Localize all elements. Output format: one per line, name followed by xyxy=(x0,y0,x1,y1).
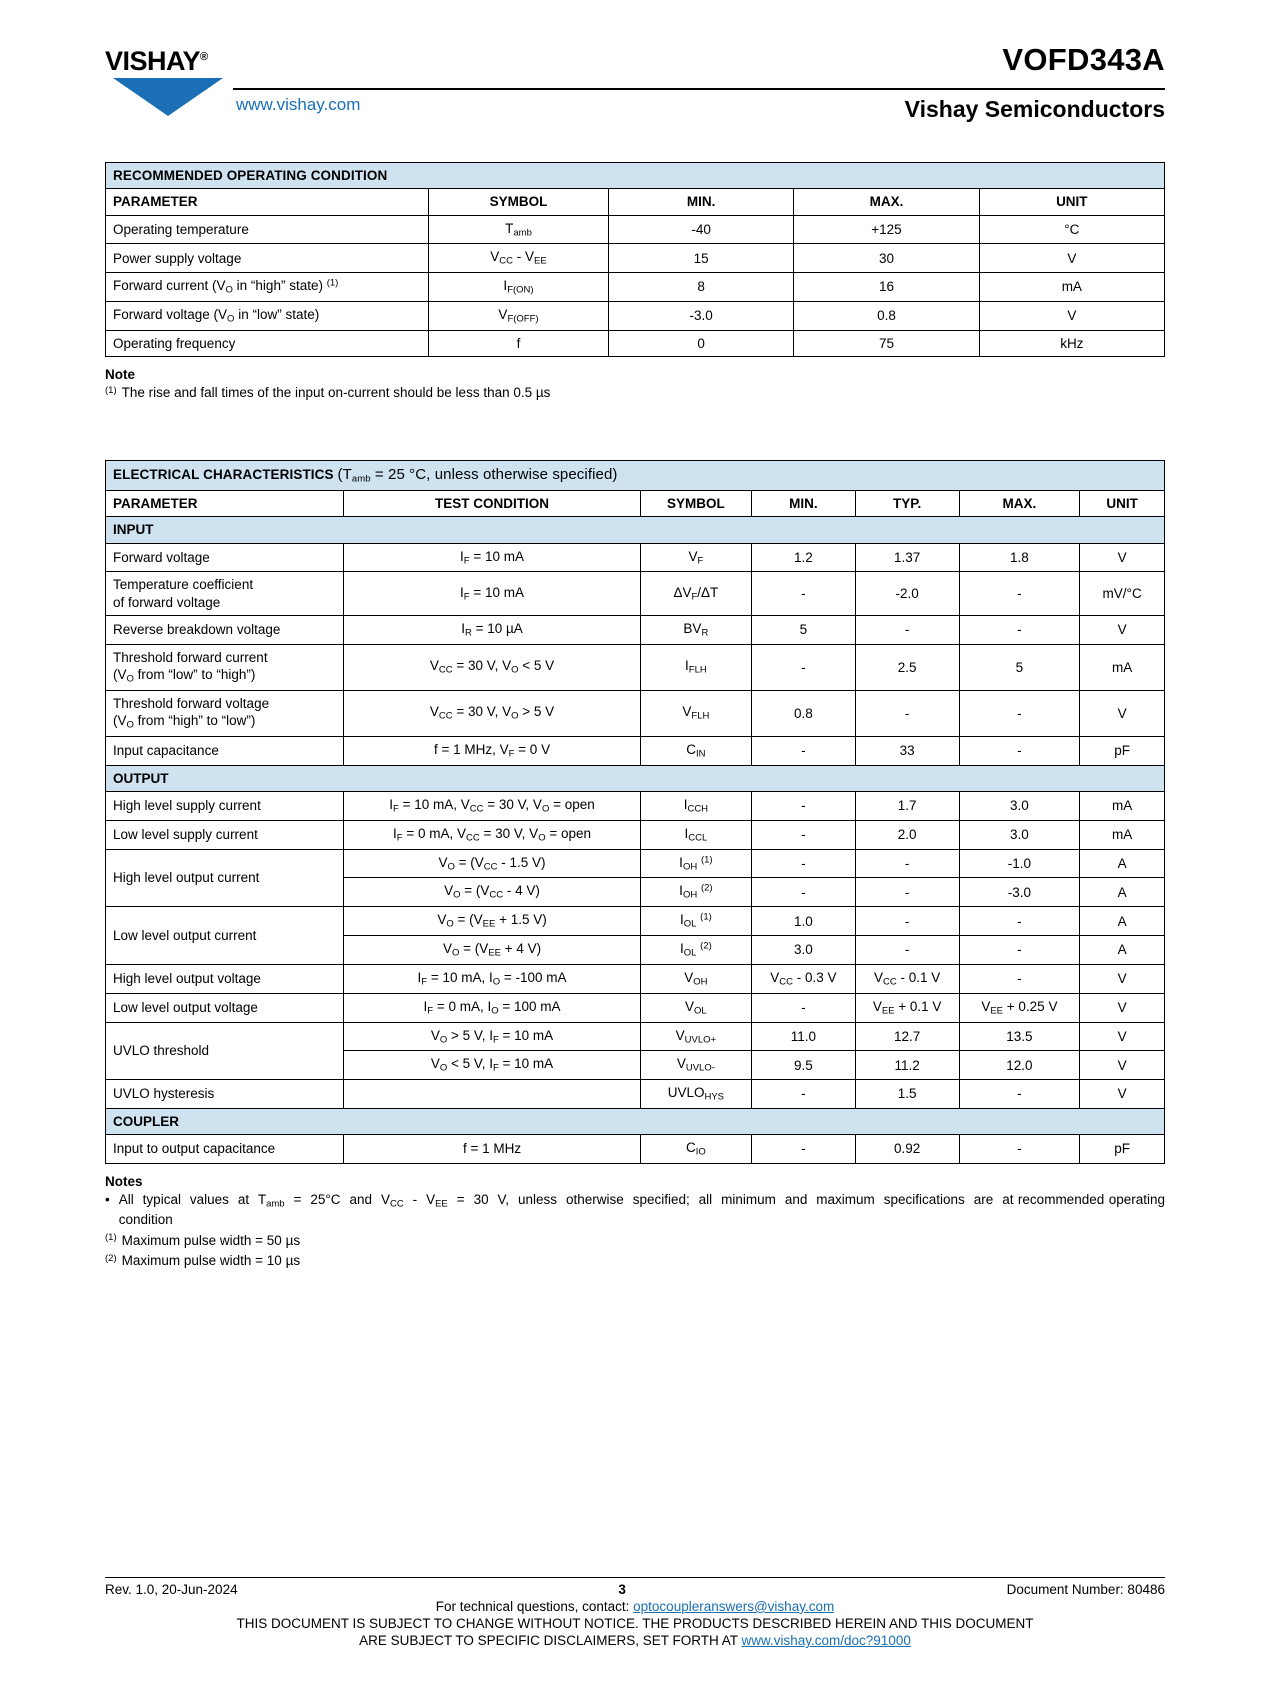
cell-unit: V xyxy=(1080,964,1165,993)
table-header-row xyxy=(106,491,1165,517)
cell-test-condition: $I_F = 10$ mA xyxy=(344,543,641,572)
cell-symbol: $I_{FLH}$ xyxy=(640,644,751,690)
cell-test-condition: f = 1 MHz, $V_F = 0$ V xyxy=(344,736,641,765)
cell-typ: - xyxy=(855,907,959,936)
cell-unit: mA xyxy=(1080,820,1165,849)
cell-typ: 0.92 xyxy=(855,1135,959,1164)
cell-typ: - xyxy=(855,849,959,878)
ec-note-2 xyxy=(105,1252,1165,1270)
cell-symbol: f xyxy=(429,330,609,356)
cell-test-condition: $V_O = (V_{CC} - 4$ V) xyxy=(344,878,641,907)
ec-notes-header: Notes xyxy=(105,1174,143,1190)
cell-unit: mA xyxy=(1080,792,1165,821)
cell-max: 30 xyxy=(794,244,979,273)
cell-parameter: Operating temperature xyxy=(106,215,429,244)
cell-min: - xyxy=(751,644,855,690)
col-symbol: SYMBOL xyxy=(640,491,751,517)
cell-symbol: $V_{F(OFF)}$ xyxy=(429,301,609,330)
cell-typ: 33 xyxy=(855,736,959,765)
footer-top-row xyxy=(105,1582,1165,1597)
cell-symbol: $V_{OH}$ xyxy=(640,964,751,993)
cell-max: - xyxy=(959,615,1080,644)
cell-parameter: Power supply voltage xyxy=(106,244,429,273)
cell-unit: V xyxy=(1080,1022,1165,1051)
cell-min: - xyxy=(751,878,855,907)
table-row xyxy=(106,1080,1165,1109)
note-text: All typical values at $T_{amb} = 25^\circ C$ and $V_{CC} - V_{EE} = 30$ V, unless otherwise specified; all minimum and maximum specifications are at recommended operating condition xyxy=(118,1192,1165,1228)
cell-max: 75 xyxy=(794,330,979,356)
cell-symbol: $I_{F(ON)}$ xyxy=(429,273,609,302)
contact-email-link[interactable]: optocoupleranswers@vishay.com xyxy=(633,1598,835,1614)
table-row xyxy=(106,615,1165,644)
table-row xyxy=(106,330,1165,356)
cell-symbol: $V_F$ xyxy=(640,543,751,572)
cell-test-condition: $I_F = 0$ mA, $V_{CC} = 30$ V, $V_O$ = open xyxy=(344,820,641,849)
col-parameter: PARAMETER xyxy=(106,189,429,215)
disclaimer-line-2-prefix: ARE SUBJECT TO SPECIFIC DISCLAIMERS, SET FORTH AT xyxy=(359,1633,738,1649)
cell-symbol: $V_{UVLO+}$ xyxy=(640,1022,751,1051)
cell-min: 0.8 xyxy=(751,690,855,736)
cell-max: - xyxy=(959,907,1080,936)
recommended-operating-condition-block xyxy=(105,162,1165,402)
contact-prefix: For technical questions, contact: xyxy=(435,1598,630,1614)
cell-symbol: $V_{OL}$ xyxy=(640,993,751,1022)
cell-typ: 11.2 xyxy=(855,1051,959,1080)
cell-parameter: Operating frequency xyxy=(106,330,429,356)
roc-note-header: Note xyxy=(105,367,135,383)
disclaimer-link[interactable]: www.vishay.com/doc?91000 xyxy=(741,1633,911,1649)
cell-max: -3.0 xyxy=(959,878,1080,907)
page-header xyxy=(105,42,1165,162)
cell-typ: $V_{EE} + 0.1$ V xyxy=(855,993,959,1022)
cell-unit: V xyxy=(1080,543,1165,572)
cell-symbol: $\Delta V_F/\Delta T$ xyxy=(640,572,751,616)
col-unit: UNIT xyxy=(1080,491,1165,517)
cell-symbol: $I_{OH}$ $^{(1)}$ xyxy=(640,849,751,878)
col-unit: UNIT xyxy=(979,189,1164,215)
note-marker: (1) xyxy=(105,384,117,396)
table-row xyxy=(106,644,1165,690)
cell-symbol: $BV_R$ xyxy=(640,615,751,644)
cell-typ: 2.0 xyxy=(855,820,959,849)
table-header-row xyxy=(106,189,1165,215)
ec-title-bold: ELECTRICAL CHARACTERISTICS xyxy=(113,467,334,483)
table-row xyxy=(106,1022,1165,1051)
cell-parameter: Low level output voltage xyxy=(106,993,344,1022)
page-number: 3 xyxy=(618,1581,626,1597)
cell-test-condition: $V_{CC} = 30$ V, $V_O < 5$ V xyxy=(344,644,641,690)
note-text: The rise and fall times of the input on-current should be less than 0.5 µs xyxy=(121,385,551,401)
col-max: MAX. xyxy=(959,491,1080,517)
cell-test-condition: $V_O = (V_{EE} + 1.5$ V) xyxy=(344,907,641,936)
cell-unit: V xyxy=(1080,1051,1165,1080)
cell-typ: 1.7 xyxy=(855,792,959,821)
cell-typ: - xyxy=(855,878,959,907)
cell-max: +125 xyxy=(794,215,979,244)
cell-typ: 1.5 xyxy=(855,1080,959,1109)
cell-parameter: Threshold forward current ($V_O$ from “low” to “high”) xyxy=(106,644,344,690)
cell-max: -1.0 xyxy=(959,849,1080,878)
electrical-characteristics-block xyxy=(105,460,1165,1270)
table-row xyxy=(106,690,1165,736)
cell-typ: 1.37 xyxy=(855,543,959,572)
cell-typ: - xyxy=(855,615,959,644)
cell-test-condition: $I_R = 10$ µA xyxy=(344,615,641,644)
table-row xyxy=(106,907,1165,936)
table-row xyxy=(106,736,1165,765)
cell-max: - xyxy=(959,936,1080,965)
cell-parameter: UVLO hysteresis xyxy=(106,1080,344,1109)
table-row xyxy=(106,572,1165,616)
cell-unit: kHz xyxy=(979,330,1164,356)
cell-test-condition: $V_O < 5$ V, $I_F = 10$ mA xyxy=(344,1051,641,1080)
cell-max: 1.8 xyxy=(959,543,1080,572)
table-row xyxy=(106,301,1165,330)
cell-max: 5 xyxy=(959,644,1080,690)
cell-unit: V xyxy=(979,244,1164,273)
table-row xyxy=(106,849,1165,878)
logo-wordmark xyxy=(105,42,235,76)
cell-max: 13.5 xyxy=(959,1022,1080,1051)
part-number: VOFD343A xyxy=(1002,42,1165,77)
cell-test-condition: $V_O = (V_{EE} + 4$ V) xyxy=(344,936,641,965)
cell-unit: A xyxy=(1080,936,1165,965)
cell-min: 9.5 xyxy=(751,1051,855,1080)
section-row-coupler xyxy=(106,1108,1165,1134)
cell-parameter: Forward voltage xyxy=(106,543,344,572)
cell-min: 5 xyxy=(751,615,855,644)
footer-disclaimer xyxy=(105,1615,1165,1650)
cell-test-condition: f = 1 MHz xyxy=(344,1135,641,1164)
cell-min: - xyxy=(751,792,855,821)
cell-parameter: Forward voltage ($V_O$ in “low” state) xyxy=(106,301,429,330)
cell-unit: mA xyxy=(1080,644,1165,690)
vishay-website-link[interactable]: www.vishay.com xyxy=(236,95,361,114)
cell-test-condition: $V_O > 5$ V, $I_F = 10$ mA xyxy=(344,1022,641,1051)
bullet-icon: • xyxy=(105,1192,110,1208)
cell-typ: - xyxy=(855,936,959,965)
col-test-condition: TEST CONDITION xyxy=(344,491,641,517)
cell-max: 3.0 xyxy=(959,820,1080,849)
datasheet-page xyxy=(0,42,1275,1692)
cell-min: 15 xyxy=(609,244,794,273)
cell-parameter: Reverse breakdown voltage xyxy=(106,615,344,644)
cell-parameter: High level output current xyxy=(106,849,344,907)
cell-min: 1.0 xyxy=(751,907,855,936)
cell-parameter: Threshold forward voltage ($V_O$ from “high” to “low”) xyxy=(106,690,344,736)
table-row xyxy=(106,792,1165,821)
cell-min: - xyxy=(751,572,855,616)
note-text: Maximum pulse width = 50 µs xyxy=(121,1232,301,1248)
table-row xyxy=(106,543,1165,572)
cell-unit: V xyxy=(1080,993,1165,1022)
cell-symbol: $I_{OL}$ $^{(2)}$ xyxy=(640,936,751,965)
recommended-operating-condition-table xyxy=(105,162,1165,357)
cell-symbol: $C_{IN}$ xyxy=(640,736,751,765)
table-title-row xyxy=(106,163,1165,189)
cell-max: - xyxy=(959,572,1080,616)
col-parameter: PARAMETER xyxy=(106,491,344,517)
ec-title-rest: ($T_{amb} = 25$ °C, unless otherwise specified) xyxy=(337,466,618,485)
cell-unit: pF xyxy=(1080,736,1165,765)
col-min: MIN. xyxy=(609,189,794,215)
ec-title xyxy=(106,461,1165,491)
table-row xyxy=(106,820,1165,849)
section-label-input: INPUT xyxy=(106,517,1165,543)
cell-max: $V_{EE} + 0.25$ V xyxy=(959,993,1080,1022)
cell-min: - xyxy=(751,993,855,1022)
cell-min: - xyxy=(751,736,855,765)
cell-typ: $V_{CC} - 0.1$ V xyxy=(855,964,959,993)
cell-parameter: UVLO threshold xyxy=(106,1022,344,1080)
col-typ: TYP. xyxy=(855,491,959,517)
table-row xyxy=(106,964,1165,993)
cell-test-condition: $I_F = 10$ mA, $V_{CC} = 30$ V, $V_O$ = open xyxy=(344,792,641,821)
cell-typ: - xyxy=(855,690,959,736)
cell-symbol: $I_{CCH}$ xyxy=(640,792,751,821)
logo-text: VISHAY xyxy=(105,46,201,76)
cell-unit: mV/°C xyxy=(1080,572,1165,616)
document-number: Document Number: 80486 xyxy=(1006,1581,1165,1597)
cell-parameter: Forward current ($V_O$ in “high” state) $^{(1)}$ xyxy=(106,273,429,302)
table-row xyxy=(106,244,1165,273)
cell-symbol: $I_{OL}$ $^{(1)}$ xyxy=(640,907,751,936)
cell-parameter: Input to output capacitance xyxy=(106,1135,344,1164)
cell-unit: V xyxy=(1080,690,1165,736)
logo-triangle-icon xyxy=(113,78,223,116)
cell-parameter: Low level output current xyxy=(106,907,344,965)
cell-unit: V xyxy=(1080,615,1165,644)
cell-min: - xyxy=(751,1080,855,1109)
section-row-input xyxy=(106,517,1165,543)
cell-parameter: Temperature coefficient of forward voltage xyxy=(106,572,344,616)
cell-symbol: $I_{OH}$ $^{(2)}$ xyxy=(640,878,751,907)
cell-min: $V_{CC} - 0.3$ V xyxy=(751,964,855,993)
table-row xyxy=(106,273,1165,302)
cell-parameter: High level supply current xyxy=(106,792,344,821)
cell-symbol: $V_{UVLO-}$ xyxy=(640,1051,751,1080)
cell-parameter: High level output voltage xyxy=(106,964,344,993)
table-row xyxy=(106,215,1165,244)
footer-divider xyxy=(105,1577,1165,1578)
cell-max: 12.0 xyxy=(959,1051,1080,1080)
cell-max: - xyxy=(959,1080,1080,1109)
cell-max: 0.8 xyxy=(794,301,979,330)
section-label-output: OUTPUT xyxy=(106,765,1165,791)
cell-min: 3.0 xyxy=(751,936,855,965)
cell-min: - xyxy=(751,849,855,878)
registered-mark: ® xyxy=(200,51,208,63)
cell-parameter: Low level supply current xyxy=(106,820,344,849)
note-marker: (2) xyxy=(105,1252,117,1264)
cell-test-condition: $I_F = 10$ mA, $I_O = -100$ mA xyxy=(344,964,641,993)
cell-typ: 12.7 xyxy=(855,1022,959,1051)
cell-min: 8 xyxy=(609,273,794,302)
cell-test-condition: $I_F = 10$ mA xyxy=(344,572,641,616)
col-max: MAX. xyxy=(794,189,979,215)
vishay-logo xyxy=(105,42,235,114)
cell-min: -40 xyxy=(609,215,794,244)
roc-title: RECOMMENDED OPERATING CONDITION xyxy=(106,163,1165,189)
cell-symbol: $V_{CC} - V_{EE}$ xyxy=(429,244,609,273)
cell-unit: mA xyxy=(979,273,1164,302)
cell-unit: A xyxy=(1080,849,1165,878)
cell-typ: 2.5 xyxy=(855,644,959,690)
table-row xyxy=(106,993,1165,1022)
cell-max: - xyxy=(959,736,1080,765)
cell-test-condition: $I_F = 0$ mA, $I_O = 100$ mA xyxy=(344,993,641,1022)
section-row-output xyxy=(106,765,1165,791)
electrical-characteristics-table xyxy=(105,460,1165,1164)
disclaimer-line-1: THIS DOCUMENT IS SUBJECT TO CHANGE WITHOUT NOTICE. THE PRODUCTS DESCRIBED HEREIN AND THIS DOCUMENT xyxy=(236,1615,1034,1631)
cell-min: -3.0 xyxy=(609,301,794,330)
cell-min: - xyxy=(751,1135,855,1164)
ec-note-bullet xyxy=(105,1191,1165,1230)
cell-symbol: $UVLO_{HYS}$ xyxy=(640,1080,751,1109)
cell-max: - xyxy=(959,690,1080,736)
table-title-row xyxy=(106,461,1165,491)
section-label-coupler: COUPLER xyxy=(106,1108,1165,1134)
cell-max: - xyxy=(959,1135,1080,1164)
cell-symbol: $I_{CCL}$ xyxy=(640,820,751,849)
table-row xyxy=(106,1135,1165,1164)
cell-symbol: $T_{amb}$ xyxy=(429,215,609,244)
cell-unit: A xyxy=(1080,907,1165,936)
col-symbol: SYMBOL xyxy=(429,189,609,215)
col-min: MIN. xyxy=(751,491,855,517)
header-divider xyxy=(233,88,1165,90)
cell-max: - xyxy=(959,964,1080,993)
cell-unit: V xyxy=(979,301,1164,330)
cell-typ: -2.0 xyxy=(855,572,959,616)
division-name: Vishay Semiconductors xyxy=(904,96,1165,122)
footer-contact xyxy=(105,1599,1165,1614)
page-footer xyxy=(105,1577,1165,1650)
cell-min: 1.2 xyxy=(751,543,855,572)
note-text: Maximum pulse width = 10 µs xyxy=(121,1252,301,1268)
cell-min: 11.0 xyxy=(751,1022,855,1051)
cell-test-condition: $V_O = (V_{CC} - 1.5$ V) xyxy=(344,849,641,878)
cell-symbol: $C_{IO}$ xyxy=(640,1135,751,1164)
cell-test-condition: $V_{CC} = 30$ V, $V_O > 5$ V xyxy=(344,690,641,736)
roc-note-1 xyxy=(105,384,1165,402)
note-marker: (1) xyxy=(105,1232,117,1244)
cell-symbol: $V_{FLH}$ xyxy=(640,690,751,736)
cell-min: 0 xyxy=(609,330,794,356)
cell-parameter: Input capacitance xyxy=(106,736,344,765)
cell-unit: pF xyxy=(1080,1135,1165,1164)
cell-max: 3.0 xyxy=(959,792,1080,821)
cell-min: - xyxy=(751,820,855,849)
revision-label: Rev. 1.0, 20-Jun-2024 xyxy=(105,1581,238,1597)
cell-max: 16 xyxy=(794,273,979,302)
ec-note-1 xyxy=(105,1232,1165,1250)
cell-test-condition xyxy=(344,1080,641,1109)
cell-unit: A xyxy=(1080,878,1165,907)
cell-unit: V xyxy=(1080,1080,1165,1109)
cell-unit: °C xyxy=(979,215,1164,244)
